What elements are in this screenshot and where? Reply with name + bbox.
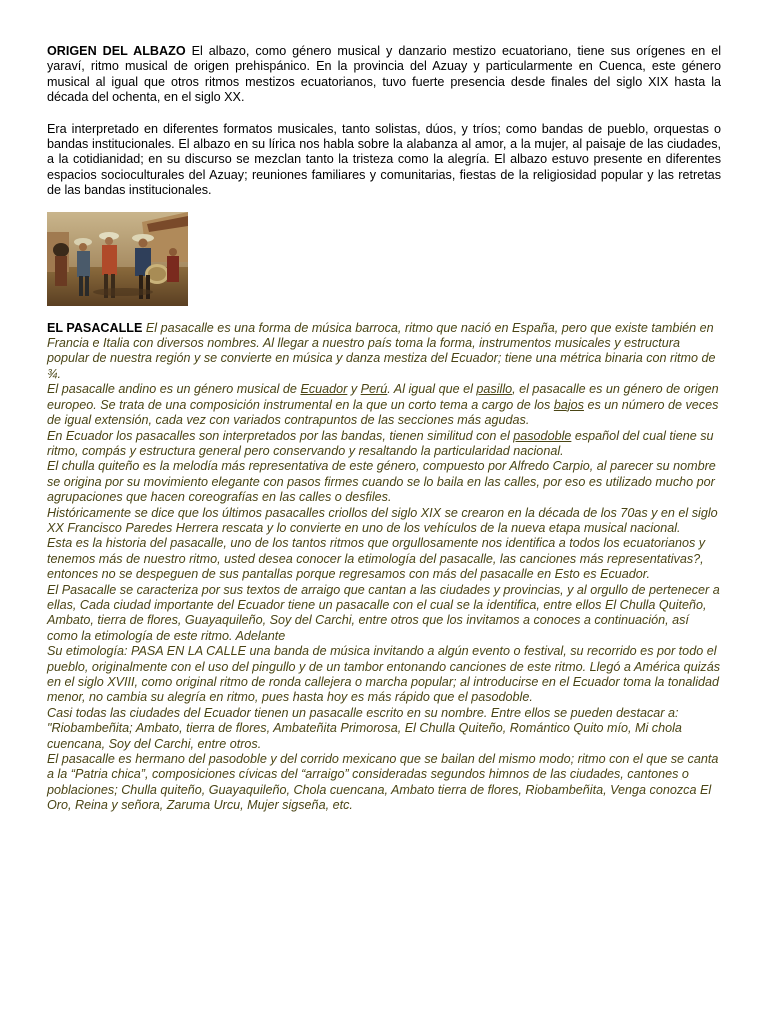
pasacalle-bandas-text: español del cual tiene su ritmo, compás y estructura general pero conservando y resaltando la particularidad nacional. <box>47 428 714 458</box>
pasacalle-intro-text: El pasacalle es una forma de música barroca, ritmo que nació en España, pero que existe también en Francia e Italia con diversos nombres. Al llegar a nuestro país toma la forma, instrumentos musicales y estructura popular de nuestra región y se convierte en música y danza mestiza del Ecuador; tiene una métrica binaria con ritmo de ¾. <box>47 320 716 381</box>
albazo-text-1: El albazo, como género musical y danzario mestizo ecuatoriano, tiene sus orígenes en el yaraví, ritmo musical de origen prehispánico. En la provincia del Azuay y particularmente en Cuenca, este género musical al igual que otros ritmos mestizos ecuatorianos, tuvo fuerte presencia desde finales del siglo XIX hasta la década del ochenta, en el siglo XX. <box>47 44 722 105</box>
albazo-paragraph-2: Era interpretado en diferentes formatos musicales, tanto solistas, dúos, y tríos; como bandas de pueblo, orquestas o bandas institucionales. El albazo en su lírica nos habla sobre la alabanza al amor, a la mujer, al paisaje de las ciudades, a la cotidianidad; en su discurso se mezclan tanto la tristeza como la alegría. El albazo estuvo presente en diferentes espacios socioculturales del Azuay; reuniones familiares y comunitarias, fiestas de la religiosidad popular y las retretas de las bandas institucionales. <box>47 121 721 198</box>
pasacalle-chulla: El chulla quiteño es la melodía más representativa de este género, compuesto por Alfredo Carpio, al parecer su nombre se origina por su movimiento elegante con pasos firmes cuando se lo baila en las calles, por eso es utilizado mucho por agrupaciones que hacen coreografías en las calles o desfiles. <box>47 459 716 505</box>
link-ecuador[interactable]: Ecuador <box>300 382 348 397</box>
link-pasodoble[interactable]: pasodoble <box>513 428 572 443</box>
pasacalle-historia: Históricamente se dice que los últimos pasacalles criollos del siglo XIX se crearon en la década de los 70as y en el siglo XX Francisco Paredes Herrera rescata y lo convierte en uno de los vehículos de la nueva etapa musical nacional. <box>47 505 718 535</box>
pasacalle-bandas <box>47 429 721 460</box>
paragraph-gap <box>47 106 721 122</box>
pasacalle-andino-text: , el pasacalle es un género de origen europeo. Se trata de una composición instrumental en la que un corto tema a cargo de los <box>47 382 719 412</box>
pasacalle-bandas-text: En Ecuador los pasacalles son interpretados por las bandas, tienen similitud con el <box>47 428 514 443</box>
albazo-heading: ORIGEN DEL ALBAZO <box>47 44 186 58</box>
pasacalle-arraigo: El Pasacalle se caracteriza por sus textos de arraigo que cantan a las ciudades y provincias, y al orgullo de pertenecer a ellas, Cada ciudad importante del Ecuador tiene un pasacalle con el cual se la identifica, entre ellos El Chulla Quiteño, Ambato, tierra de flores, Guayaquileño, Soy del Carchi, entre otros que los invitamos a conoces a continuación, así como la etimología de este ritmo. Adelante <box>47 582 720 643</box>
link-peru[interactable]: Perú <box>360 382 388 397</box>
albazo-paragraph-1 <box>47 44 721 106</box>
pasacalle-section <box>47 321 721 814</box>
pasacalle-heading: EL PASACALLE <box>47 320 143 335</box>
pasacalle-hermano: El pasacalle es hermano del pasodoble y del corrido mexicano que se bailan del mismo modo; ritmo con el que se canta a la “Patria chica”, composiciones cívicas del “arraigo” consideradas segundos himnos de las ciudades, cantones o poblaciones; Chulla quiteño, Guayaquileño, Chola cuencana, Ambato tierra de flores, Riobambeñita, Venga conozca El Oro, Reina y señora, Zaruma Urcu, Mujer sigseña, etc. <box>47 752 719 813</box>
link-pasillo[interactable]: pasillo <box>476 382 513 397</box>
pasacalle-orgullo: Esta es la historia del pasacalle, uno de los tantos ritmos que orgullosamente nos identifica a todos los ecuatorianos y tenemos más de nuestro ritmo, usted desea conocer la etimología del pasacalle, las canciones más representativas?, entonces no se despeguen de sus pantallas porque regresamos con más del pasacalle en Esto es Ecuador. <box>47 536 706 582</box>
pasacalle-andino-text: es un número de veces de igual extensión, cada vez con variados contrapuntos de las secciones más agudas. <box>47 397 719 428</box>
pasacalle-ciudades: Casi todas las ciudades del Ecuador tienen un pasacalle escrito en su nombre. Entre ellos se pueden destacar a: "Riobambeñita; Ambato, tierra de flores, Ambateñita Primorosa, El Chulla Quiteño, Romántico Quito mío, Mi chola cuencana, Soy del Carchi, entre otros. <box>47 705 682 751</box>
document-body <box>47 44 721 814</box>
pasacalle-andino-text: y <box>347 382 361 397</box>
pasacalle-andino-text: El pasacalle andino es un género musical de <box>47 382 301 397</box>
pasacalle-etimologia: Su etimología: PASA EN LA CALLE una banda de música invitando a algún evento o festival, su recorrido es por todo el pueblo, originalmente con el uso del pingullo y de un tambor entonando canciones de este ritmo. Llegó a América quizás en el siglo XVIII, como original ritmo de ronda callejera o marcha popular; al introducirse en el Ecuador toma la tonalidad menor, no cambia su alegría en ritmo, pues hasta hoy es más rápido que el pasodoble. <box>47 644 721 705</box>
albazo-painting-image <box>47 212 188 306</box>
pasacalle-intro <box>47 321 721 383</box>
pasacalle-andino-text: . Al igual que el <box>387 382 477 397</box>
pasacalle-andino <box>47 382 721 428</box>
link-bajos[interactable]: bajos <box>553 397 584 412</box>
